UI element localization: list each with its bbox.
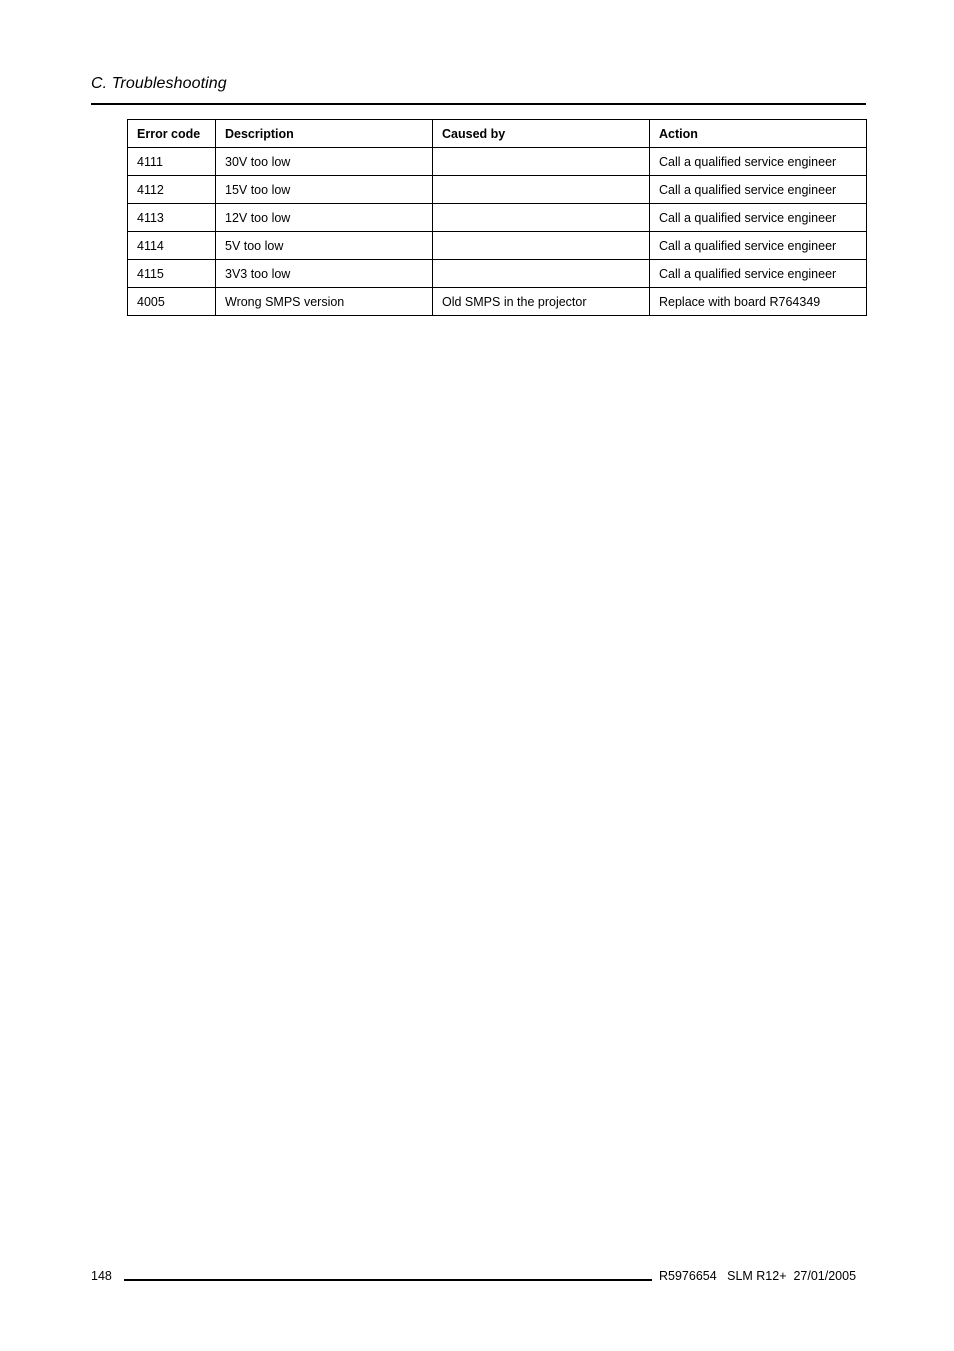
header-divider (91, 103, 866, 105)
table-header-row (128, 120, 867, 148)
description-cell: 12V too low (216, 204, 433, 232)
description-cell: 30V too low (216, 148, 433, 176)
page-number: 148 (91, 1269, 112, 1283)
column-header-caused-by: Caused by (433, 120, 650, 148)
action-cell: Call a qualified service engineer (650, 148, 867, 176)
caused-by-cell (433, 232, 650, 260)
footer-divider (124, 1279, 652, 1281)
caused-by-cell (433, 204, 650, 232)
action-cell: Call a qualified service engineer (650, 232, 867, 260)
table-row (128, 260, 867, 288)
column-header-error-code: Error code (128, 120, 216, 148)
caused-by-cell (433, 176, 650, 204)
column-header-description: Description (216, 120, 433, 148)
error-code-cell: 4112 (128, 176, 216, 204)
error-code-cell: 4115 (128, 260, 216, 288)
error-code-cell: 4005 (128, 288, 216, 316)
action-cell: Call a qualified service engineer (650, 176, 867, 204)
table-row (128, 232, 867, 260)
action-cell: Call a qualified service engineer (650, 204, 867, 232)
caused-by-cell (433, 148, 650, 176)
table-row (128, 288, 867, 316)
action-cell: Replace with board R764349 (650, 288, 867, 316)
caused-by-cell (433, 260, 650, 288)
action-cell: Call a qualified service engineer (650, 260, 867, 288)
section-title: C. Troubleshooting (91, 75, 227, 92)
error-code-cell: 4113 (128, 204, 216, 232)
caused-by-cell: Old SMPS in the projector (433, 288, 650, 316)
table-row (128, 204, 867, 232)
description-cell: 3V3 too low (216, 260, 433, 288)
table-row (128, 148, 867, 176)
description-cell: 5V too low (216, 232, 433, 260)
description-cell: Wrong SMPS version (216, 288, 433, 316)
table-row (128, 176, 867, 204)
column-header-action: Action (650, 120, 867, 148)
document-reference: R5976654 SLM R12+ 27/01/2005 (659, 1269, 857, 1283)
description-cell: 15V too low (216, 176, 433, 204)
error-code-table (127, 119, 867, 316)
error-code-cell: 4111 (128, 148, 216, 176)
error-code-cell: 4114 (128, 232, 216, 260)
